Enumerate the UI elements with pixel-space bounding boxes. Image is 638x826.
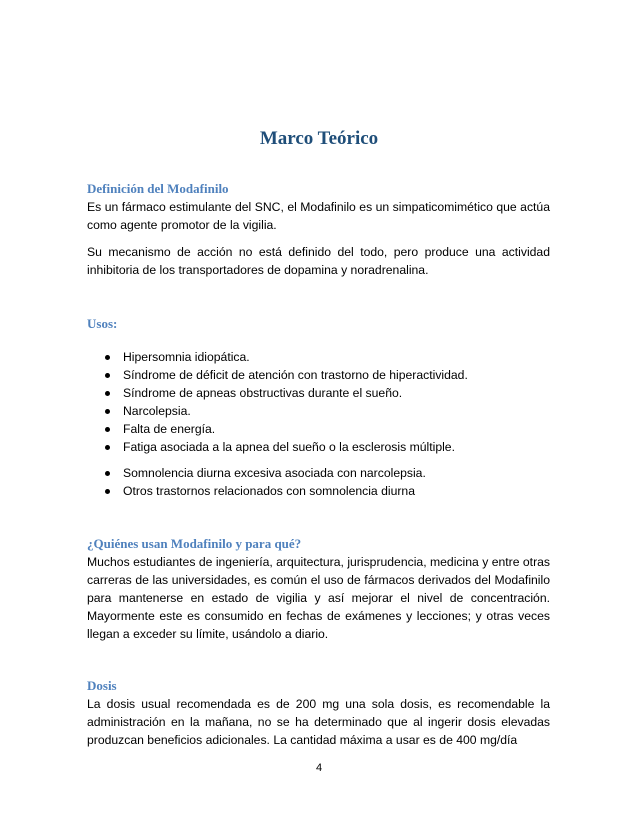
list-item: Fatiga asociada a la apnea del sueño o la esclerosis múltiple. — [87, 438, 557, 456]
page-number: 4 — [315, 762, 323, 774]
heading-dosis: Dosis — [87, 678, 117, 693]
paragraph-definicion: Es un fármaco estimulante del SNC, el Modafinilo es un simpaticomimético que actúa como agente promotor de la vigilia. — [87, 200, 550, 232]
list-item: Otros trastornos relacionados con somnolencia diurna — [87, 482, 557, 500]
usos-list-1 — [87, 348, 557, 456]
paragraph-mecanismo: Su mecanismo de acción no está definido del todo, pero produce una actividad inhibitoria de los transportadores de dopamina y noradrenalina. — [87, 245, 550, 277]
heading-definicion: Definición del Modafinilo — [87, 181, 229, 196]
list-item: Falta de energía. — [87, 420, 557, 438]
list-item: Síndrome de apneas obstructivas durante el sueño. — [87, 384, 557, 402]
list-item: Síndrome de déficit de atención con trastorno de hiperactividad. — [87, 366, 557, 384]
page-title: Marco Teórico — [259, 128, 379, 149]
list-item: Somnolencia diurna excesiva asociada con narcolepsia. — [87, 464, 557, 482]
list-item: Hipersomnia idiopática. — [87, 348, 557, 366]
paragraph-dosis: La dosis usual recomendada es de 200 mg una sola dosis, es recomendable la administración en la mañana, no se ha determinado que al ingerir dosis elevadas produzcan beneficios adicionales. La cantidad máxima a usar es de 400 mg/día — [87, 697, 550, 747]
paragraph-quienes: Muchos estudiantes de ingeniería, arquitectura, jurisprudencia, medicina y entre otras carreras de las universidades, es común el uso de fármacos derivados del Modafinilo para mantenerse en estado de vigilia y así mejorar el nivel de concentración. Mayormente este es consumido en fechas de exámenes y lecciones; y otras veces llegan a exceder su límite, usándolo a diario. — [87, 555, 550, 641]
heading-usos: Usos: — [87, 316, 118, 331]
list-item: Narcolepsia. — [87, 402, 557, 420]
usos-list-2 — [87, 464, 557, 500]
heading-quienes: ¿Quiénes usan Modafinilo y para qué? — [87, 536, 302, 551]
